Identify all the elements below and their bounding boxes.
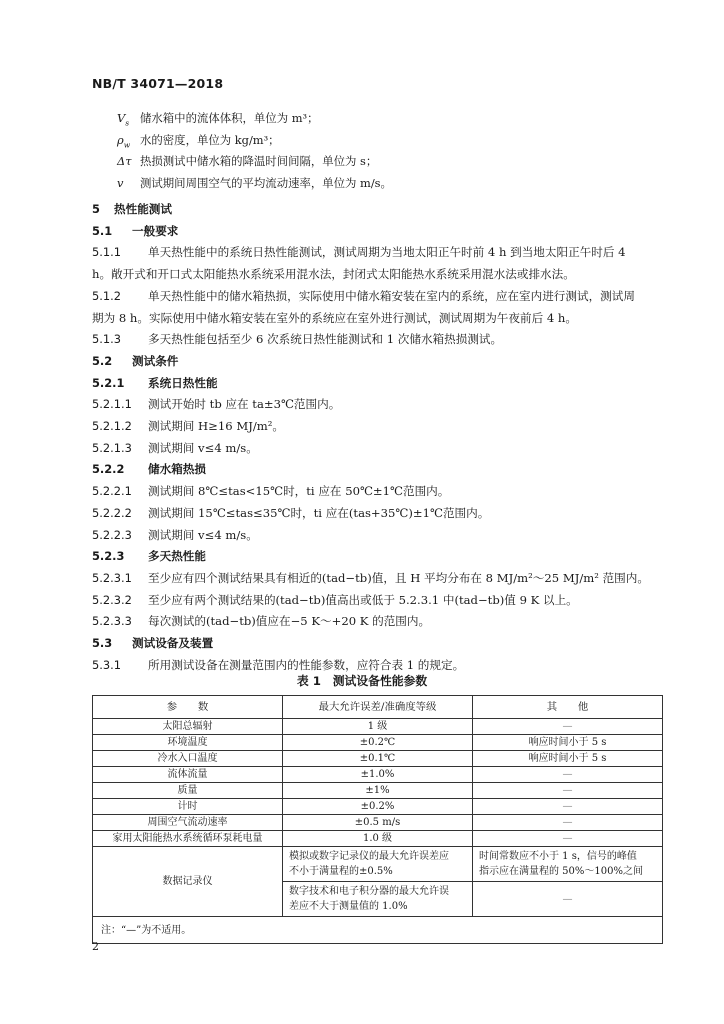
symbol-row (117, 110, 657, 132)
symbol: v (117, 175, 124, 190)
cell-accuracy: ±1.0% (283, 767, 473, 783)
cell-other: — (473, 719, 663, 735)
clause-line: 期为 8 h。实际使用中储水箱安装在室外的系统应在室外进行测试，测试周期为午夜前后 4 h。 (92, 310, 577, 325)
symbol-row (117, 132, 657, 154)
cell-other: 响应时间小于 5 s (473, 751, 663, 767)
cell-parameter: 环境温度 (93, 735, 283, 751)
cell-other-recorder-digital: — (473, 882, 663, 917)
table-row (93, 831, 663, 847)
clause-line: 5.2.3.2 至少应有两个测试结果的(tad−tb)值高出或低于 5.2.3.1 中(tad−tb)值 9 K 以上。 (92, 592, 578, 607)
section-heading: 5.2.3 多天热性能 (92, 549, 206, 564)
cell-line: 模拟或数字记录仪的最大允许误差应 (289, 851, 449, 862)
cell-line: 不小于满量程的±0.5% (289, 866, 393, 877)
header-other: 其 他 (473, 696, 663, 719)
header-accuracy: 最大允许误差/准确度等级 (283, 696, 473, 719)
cell-parameter: 冷水入口温度 (93, 751, 283, 767)
section-heading: 5.2.2 储水箱热损 (92, 462, 206, 477)
section-heading: 5.2.1 系统日热性能 (92, 375, 218, 390)
symbol-description: 水的密度，单位为 kg/m³； (140, 132, 280, 147)
cell-other: — (473, 831, 663, 847)
cell-other: — (473, 767, 663, 783)
cell-parameter: 流体流量 (93, 767, 283, 783)
table-title: 表 1 测试设备性能参数 (296, 674, 428, 688)
cell-accuracy-recorder-digital (283, 882, 473, 917)
symbol-description: 热损测试中储水箱的降温时间间隔，单位为 s； (140, 154, 378, 168)
clause-line: 5.2.2.3 测试期间 v≤4 m/s。 (92, 527, 258, 542)
cell-accuracy: 1.0 级 (283, 831, 473, 847)
clause-line: 5.2.3.1 至少应有四个测试结果具有相近的(tad−tb)值，且 H 平均分布在 8 MJ/m²～25 MJ/m² 范围内。 (92, 570, 649, 585)
clause-line: 5.1.2 单天热性能中的储水箱热损，实际使用中储水箱安装在室内的系统，应在室内进行测试，测试周 (92, 288, 635, 303)
page-number: 2 (92, 940, 99, 953)
section-heading: 5.1 一般要求 (92, 223, 179, 238)
table-row (93, 847, 663, 882)
cell-other-recorder-analog (473, 847, 663, 882)
cell-accuracy: ±0.2% (283, 799, 473, 815)
cell-line: 时间常数应不小于 1 s，信号的峰值 (479, 851, 637, 862)
cell-accuracy: ±1% (283, 783, 473, 799)
cell-line: 差应不大于测量值的 1.0% (289, 901, 408, 912)
cell-parameter: 质量 (93, 783, 283, 799)
cell-other: — (473, 815, 663, 831)
cell-parameter: 计时 (93, 799, 283, 815)
table-row (93, 815, 663, 831)
cell-accuracy-recorder-analog (283, 847, 473, 882)
cell-accuracy: 1 级 (283, 719, 473, 735)
clause-line: 5.2.1.2 测试期间 H≥16 MJ/m²。 (92, 419, 284, 434)
clause-line: 5.1.3 多天热性能包括至少 6 次系统日热性能测试和 1 次储水箱热损测试。 (92, 332, 503, 347)
symbol-row (117, 175, 657, 197)
cell-other: 响应时间小于 5 s (473, 735, 663, 751)
clause-line: 5.2.3.3 每次测试的(tad−tb)值应在−5 K～+20 K 的范围内。 (92, 614, 431, 629)
table-note: 注：“—”为不适用。 (93, 917, 663, 944)
clause-line: 5.2.2.1 测试期间 8℃≤tas<15℃时，ti 应在 50℃±1℃范围内。 (92, 484, 450, 499)
symbol-description: 储水箱中的流体体积，单位为 m³； (140, 111, 319, 125)
section-heading: 5.2 测试条件 (92, 353, 179, 368)
document-body (92, 199, 662, 676)
section-heading: 5.3 测试设备及装置 (92, 636, 214, 651)
standard-code-header: NB/T 34071—2018 (92, 76, 224, 91)
table-row (93, 751, 663, 767)
cell-parameter: 太阳总辐射 (93, 719, 283, 735)
section-heading: 5 热性能测试 (92, 202, 172, 216)
cell-line: 数字技术和电子积分器的最大允许误 (289, 886, 449, 897)
clause-line: 5.2.1.3 测试期间 v≤4 m/s。 (92, 440, 258, 455)
cell-parameter: 家用太阳能热水系统循环泵耗电量 (93, 831, 283, 847)
symbol-description: 测试期间周围空气的平均流动速率，单位为 m/s。 (140, 175, 392, 190)
symbol-row (117, 153, 657, 175)
table-note-row (93, 917, 663, 944)
clause-line: h。敞开式和开口式太阳能热水系统采用混水法，封闭式太阳能热水系统采用混水法或排水法。 (92, 267, 575, 282)
cell-other: — (473, 783, 663, 799)
symbol: $\rho_w$ (117, 132, 131, 149)
symbol: Δτ (117, 154, 132, 168)
clause-line: 5.2.1.1 测试开始时 tb 应在 ta±3℃范围内。 (92, 397, 341, 412)
header-parameter: 参 数 (93, 696, 283, 719)
cell-accuracy: ±0.5 m/s (283, 815, 473, 831)
table-row (93, 799, 663, 815)
table-row (93, 767, 663, 783)
clause-line: 5.3.1 所用测试设备在测量范围内的性能参数，应符合表 1 的规定。 (92, 657, 465, 672)
clause-line: 5.2.2.2 测试期间 15℃≤tas≤35℃时，ti 应在(tas+35℃)±1℃范围内。 (92, 505, 490, 520)
table-header-row (93, 696, 663, 719)
equipment-table (92, 695, 663, 944)
table-row (93, 735, 663, 751)
cell-accuracy: ±0.1℃ (283, 751, 473, 767)
cell-parameter-recorder: 数据记录仪 (93, 847, 283, 917)
cell-other: — (473, 799, 663, 815)
cell-parameter: 周围空气流动速率 (93, 815, 283, 831)
cell-line: 指示应在满量程的 50%～100%之间 (479, 866, 643, 877)
cell-accuracy: ±0.2℃ (283, 735, 473, 751)
symbol: $V_s$ (117, 111, 130, 128)
symbol-list (117, 110, 657, 196)
clause-line: 5.1.1 单天热性能中的系统日热性能测试，测试周期为当地太阳正午时前 4 h 到当地太阳正午时后 4 (92, 245, 626, 260)
table-row (93, 783, 663, 799)
table-row (93, 719, 663, 735)
